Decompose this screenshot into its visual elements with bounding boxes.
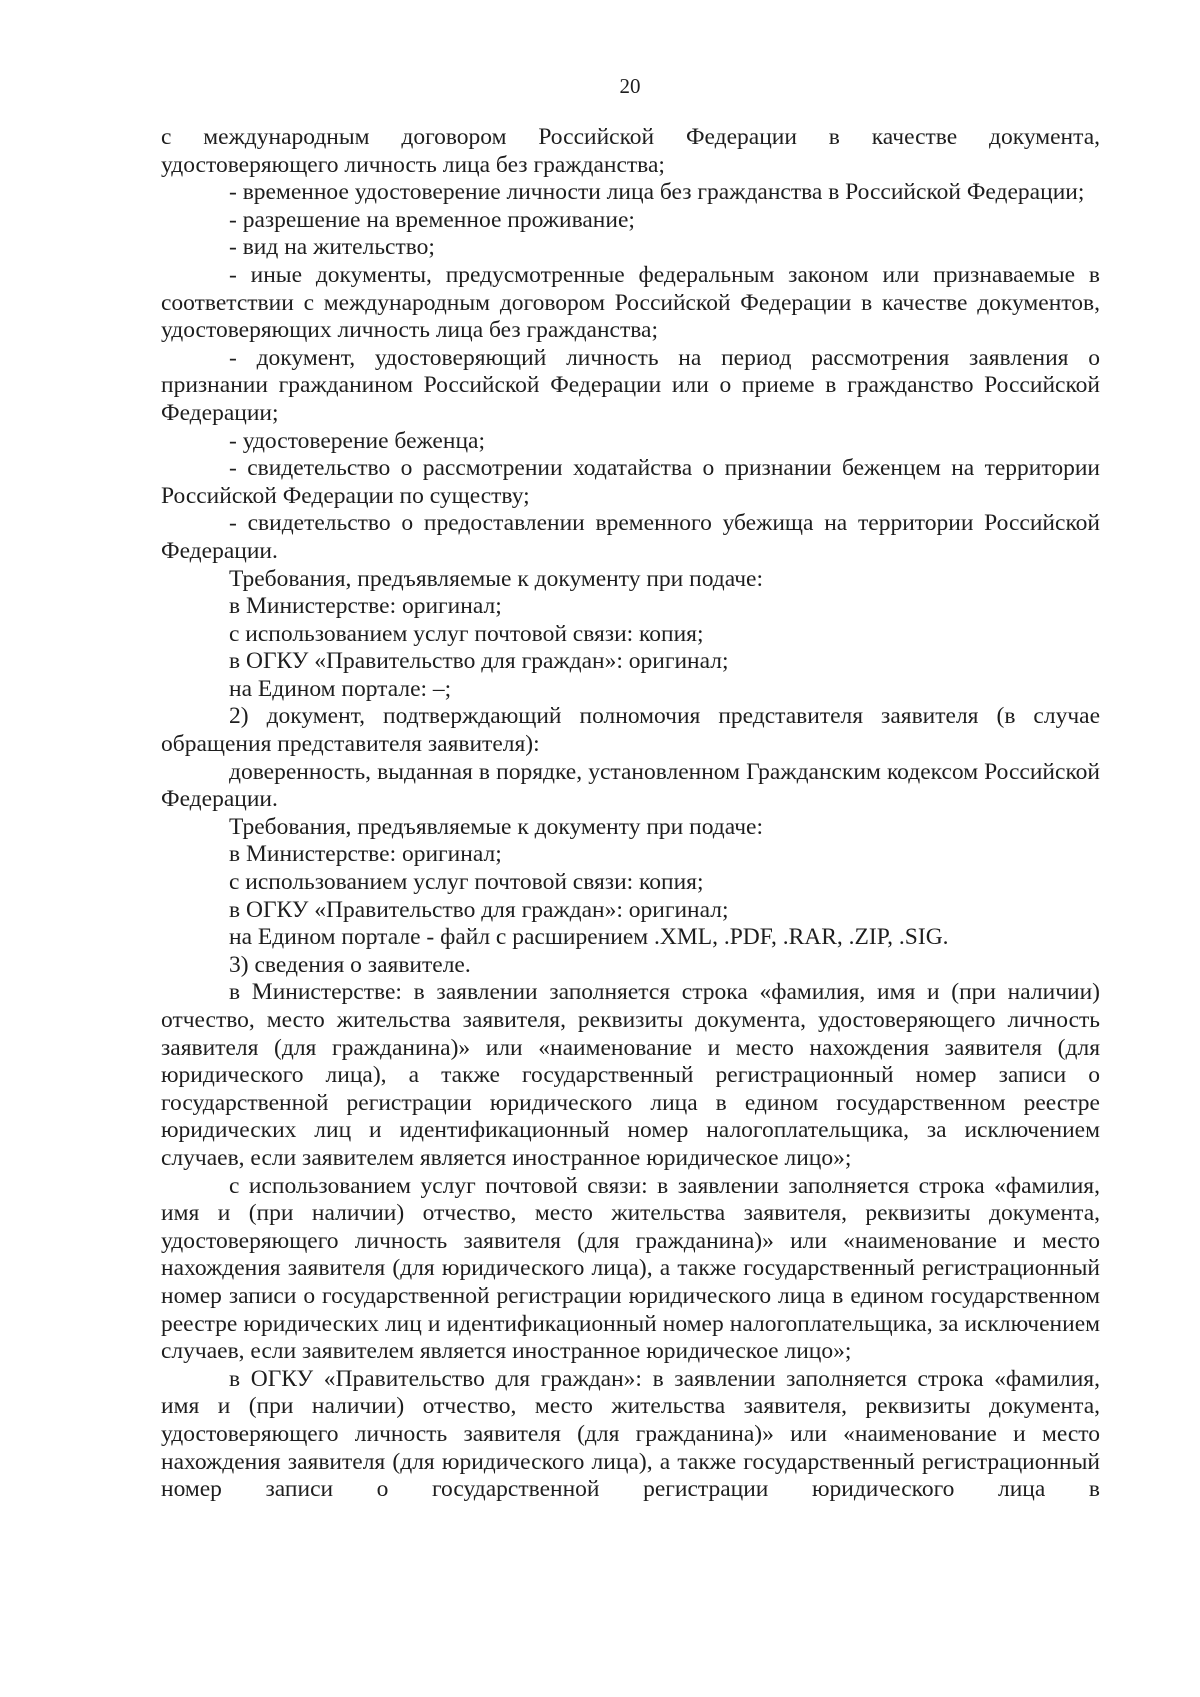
- paragraph: с использованием услуг почтовой связи: копия;: [229, 620, 704, 647]
- paragraph: в Министерстве: оригинал;: [229, 593, 502, 620]
- paragraph: в Министерстве: оригинал;: [229, 841, 502, 868]
- paragraph: - вид на жительство;: [229, 234, 435, 261]
- paragraph: с использованием услуг почтовой связи: копия;: [229, 869, 704, 896]
- paragraph: в ОГКУ «Правительство для граждан»: оригинал;: [229, 648, 729, 675]
- document-body: [161, 124, 1100, 1504]
- paragraph: на Едином портале - файл с расширением .XML, .PDF, .RAR, .ZIP, .SIG.: [229, 924, 949, 951]
- paragraph: в Министерстве: в заявлении заполняется строка «фамилия, имя и (при наличии) отчество, место жительства заявителя, реквизиты документа, удостоверяющего личность заявителя (для гражданина)» или «наименование и место нахождения заявителя (для юридического лица), а также государственный регистрационный номер записи о государственной регистрации юридического лица в едином государственном реестре юридических лиц и идентификационный номер налогоплательщика, за исключением случаев, если заявителем является иностранное юридическое лицо»;: [161, 979, 1100, 1171]
- paragraph: доверенность, выданная в порядке, установленном Гражданским кодексом Российской Федерации.: [161, 758, 1100, 813]
- paragraph: - свидетельство о рассмотрении ходатайства о признании беженцем на территории Российской Федерации по существу;: [161, 455, 1100, 509]
- paragraph: в ОГКУ «Правительство для граждан»: оригинал;: [229, 896, 729, 923]
- paragraph: - временное удостоверение личности лица без гражданства в Российской Федерации;: [229, 179, 1085, 206]
- paragraph: Требования, предъявляемые к документу при подаче:: [229, 813, 763, 840]
- paragraph: - удостоверение беженца;: [229, 427, 485, 454]
- paragraph: 3) сведения о заявителе.: [229, 951, 471, 978]
- paragraph: на Едином портале: –;: [229, 675, 452, 702]
- paragraph: с международным договором Российской Федерации в качестве документа, удостоверяющего личность лица без гражданства;: [161, 124, 1100, 178]
- paragraph: - свидетельство о предоставлении временного убежища на территории Российской Федерации.: [161, 510, 1100, 564]
- paragraph: 2) документ, подтверждающий полномочия представителя заявителя (в случае обращения представителя заявителя):: [161, 703, 1100, 758]
- paragraph: Требования, предъявляемые к документу при подаче:: [229, 565, 763, 592]
- paragraph: - иные документы, предусмотренные федеральным законом или признаваемые в соответствии с международным договором Российской Федерации в качестве документов, удостоверяющих личность лица без гражданства;: [161, 261, 1100, 344]
- paragraph: с использованием услуг почтовой связи: в заявлении заполняется строка «фамилия, имя и (при наличии) отчество, место жительства заявителя, реквизиты документа, удостоверяющего личность заявителя (для гражданина)» или «наименование и место нахождения заявителя (для юридического лица), а также государственный регистрационный номер записи о государственной регистрации юридического лица в едином государственном реестре юридических лиц и идентификационный номер налогоплательщика, за исключением случаев, если заявителем является иностранное юридическое лицо»;: [161, 1172, 1100, 1365]
- paragraph: - разрешение на временное проживание;: [229, 206, 635, 233]
- page-number: 20: [619, 74, 641, 98]
- paragraph: в ОГКУ «Правительство для граждан»: в заявлении заполняется строка «фамилия, имя и (при наличии) отчество, место жительства заявителя, реквизиты документа, удостоверяющего личность заявителя (для гражданина)» или «наименование и место нахождения заявителя (для юридического лица), а также государственный регистрационный номер записи о государственной регистрации юридического лица в: [161, 1365, 1100, 1503]
- paragraph: - документ, удостоверяющий личность на период рассмотрения заявления о признании гражданином Российской Федерации или о приеме в гражданство Российской Федерации;: [161, 344, 1100, 426]
